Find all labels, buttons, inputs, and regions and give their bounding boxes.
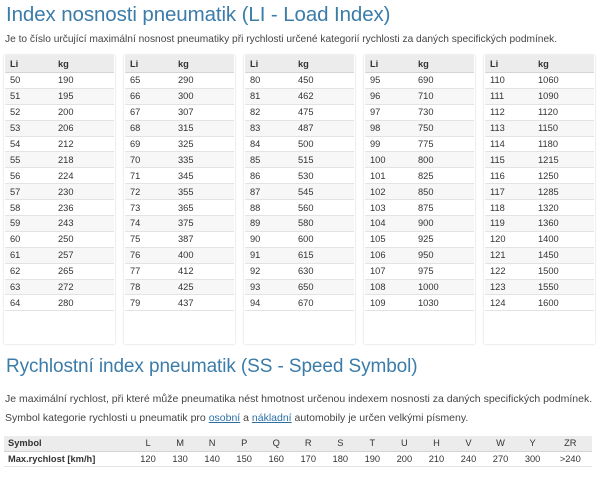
speed-symbol-cell: M [164,436,196,451]
kg-value: 243 [58,216,114,232]
li-value: 110 [485,73,538,89]
load-index-header-row [245,55,354,73]
table-row [365,120,474,136]
li-value: 51 [5,88,58,104]
table-row [125,120,234,136]
li-value: 122 [485,263,538,279]
li-value: 95 [365,73,418,89]
speed-symbol-cell: H [420,436,452,451]
table-row [245,279,354,295]
table-row [245,88,354,104]
kg-value: 200 [58,104,114,120]
li-value: 108 [365,279,418,295]
table-row [485,295,594,311]
kg-value: 580 [298,216,354,232]
table-row [245,247,354,263]
kg-value: 365 [178,200,234,216]
table-row [245,231,354,247]
kg-value: 437 [178,295,234,311]
max-speed-cell: 140 [196,451,228,467]
kg-value: 315 [178,120,234,136]
table-row [485,184,594,200]
table-row [125,88,234,104]
table-row [485,279,594,295]
li-value: 62 [5,263,58,279]
li-value: 109 [365,295,418,311]
table-row [125,168,234,184]
li-value: 73 [125,200,178,216]
li-header: Li [245,55,298,73]
li-value: 79 [125,295,178,311]
kg-header: kg [58,55,114,73]
kg-value: 975 [418,263,474,279]
li-value: 112 [485,104,538,120]
load-index-description: Je to číslo určující maximální nosnost pneumatiky při rychlosti určené kategorií rychlosti za daných specifických podmínek. [5,34,558,45]
table-row [365,279,474,295]
speed-text-after: automobily je určen velkými písmeny. [291,412,469,424]
max-speed-cell: 170 [292,451,324,467]
kg-value: 1450 [538,247,594,263]
table-row [5,152,114,168]
kg-value: 1000 [418,279,474,295]
load-index-title: Index nosnosti pneumatik (LI - Load Index) [6,3,391,26]
table-row [245,200,354,216]
li-value: 105 [365,231,418,247]
kg-value: 1180 [538,136,594,152]
kg-value: 300 [178,88,234,104]
kg-value: 290 [178,73,234,89]
kg-value: 730 [418,104,474,120]
kg-value: 218 [58,152,114,168]
table-row [365,136,474,152]
li-value: 57 [5,184,58,200]
table-row [125,295,234,311]
li-value: 64 [5,295,58,311]
li-value: 76 [125,247,178,263]
li-header: Li [365,55,418,73]
table-row [5,88,114,104]
kg-value: 475 [298,104,354,120]
li-value: 92 [245,263,298,279]
kg-value: 500 [298,136,354,152]
table-row [365,168,474,184]
li-value: 96 [365,88,418,104]
table-row [125,200,234,216]
max-speed-cell: 160 [260,451,292,467]
li-value: 55 [5,152,58,168]
li-value: 115 [485,152,538,168]
li-value: 58 [5,200,58,216]
table-row [365,263,474,279]
speed-symbol-cell: Y [517,436,549,451]
table-row [365,104,474,120]
li-value: 123 [485,279,538,295]
kg-value: 236 [58,200,114,216]
symbol-row-label: Symbol [4,436,132,451]
li-value: 113 [485,120,538,136]
kg-value: 355 [178,184,234,200]
li-value: 56 [5,168,58,184]
speed-symbol-cell: U [388,436,420,451]
li-value: 104 [365,216,418,232]
table-row [245,120,354,136]
table-row [5,73,114,89]
li-value: 98 [365,120,418,136]
speed-symbol-title: Rychlostní index pneumatik (SS - Speed Symbol) [6,356,418,377]
kg-value: 307 [178,104,234,120]
kg-value: 230 [58,184,114,200]
kg-value: 545 [298,184,354,200]
table-row [245,73,354,89]
load-index-table-3 [245,55,354,311]
kg-value: 195 [58,88,114,104]
li-value: 121 [485,247,538,263]
load-index-table-5 [485,55,594,311]
table-row [5,104,114,120]
li-value: 88 [245,200,298,216]
kg-value: 710 [418,88,474,104]
kg-value: 425 [178,279,234,295]
table-row [485,104,594,120]
table-row [245,168,354,184]
speed-symbol-cell: ZR [549,436,592,451]
li-value: 66 [125,88,178,104]
li-value: 90 [245,231,298,247]
speed-symbol-cell: Q [260,436,292,451]
table-row [5,136,114,152]
kg-value: 600 [298,231,354,247]
li-value: 114 [485,136,538,152]
li-value: 118 [485,200,538,216]
table-row [365,88,474,104]
max-speed-cell: 200 [388,451,420,467]
li-value: 54 [5,136,58,152]
kg-value: 450 [298,73,354,89]
kg-value: 345 [178,168,234,184]
speed-symbol-cell: V [452,436,484,451]
table-row [365,231,474,247]
kg-value: 265 [58,263,114,279]
table-row [125,184,234,200]
kg-value: 1320 [538,200,594,216]
li-value: 94 [245,295,298,311]
kg-value: 400 [178,247,234,263]
kg-value: 250 [58,231,114,247]
li-value: 50 [5,73,58,89]
kg-value: 850 [418,184,474,200]
kg-value: 257 [58,247,114,263]
li-value: 107 [365,263,418,279]
table-row [365,200,474,216]
load-index-table-1 [5,55,114,311]
kg-value: 1060 [538,73,594,89]
table-row [245,295,354,311]
kg-value: 1500 [538,263,594,279]
li-value: 60 [5,231,58,247]
li-value: 116 [485,168,538,184]
kg-value: 1090 [538,88,594,104]
table-row [365,216,474,232]
kg-value: 335 [178,152,234,168]
max-speed-cell: 270 [485,451,517,467]
table-row [125,279,234,295]
table-row [125,136,234,152]
link-nakladni[interactable]: nákladní [251,412,292,424]
table-row [5,216,114,232]
max-speed-cell: 300 [517,451,549,467]
kg-value: 1360 [538,216,594,232]
table-row [485,168,594,184]
kg-value: 515 [298,152,354,168]
li-header: Li [485,55,538,73]
table-row [485,136,594,152]
li-value: 72 [125,184,178,200]
kg-value: 325 [178,136,234,152]
table-row [365,295,474,311]
table-row [5,263,114,279]
li-header: Li [5,55,58,73]
table-row [245,263,354,279]
li-value: 59 [5,216,58,232]
li-value: 91 [245,247,298,263]
li-value: 111 [485,88,538,104]
li-value: 99 [365,136,418,152]
li-value: 81 [245,88,298,104]
kg-value: 212 [58,136,114,152]
li-value: 75 [125,231,178,247]
kg-header: kg [538,55,594,73]
kg-value: 560 [298,200,354,216]
kg-value: 1285 [538,184,594,200]
li-value: 77 [125,263,178,279]
li-value: 86 [245,168,298,184]
table-row [5,200,114,216]
speed-symbol-cell: S [324,436,356,451]
load-index-table-2 [125,55,234,311]
speed-values-row [4,451,592,467]
kg-value: 615 [298,247,354,263]
table-row [245,184,354,200]
kg-value: 1600 [538,295,594,311]
table-row [5,231,114,247]
li-value: 119 [485,216,538,232]
table-row [485,247,594,263]
li-value: 101 [365,168,418,184]
li-value: 80 [245,73,298,89]
table-row [485,216,594,232]
kg-value: 1150 [538,120,594,136]
li-value: 68 [125,120,178,136]
table-row [365,73,474,89]
li-value: 74 [125,216,178,232]
kg-value: 190 [58,73,114,89]
max-speed-cell: 180 [324,451,356,467]
li-value: 71 [125,168,178,184]
speed-text-before: Je maximální rychlost, při které může pneumatika nést hmotnost určenou indexem nosnosti za daných specifických podmínek. Symbol kategorie rychlosti u pneumatik pro [5,393,593,424]
table-row [485,152,594,168]
kg-value: 800 [418,152,474,168]
kg-value: 1250 [538,168,594,184]
load-index-table-4 [365,55,474,311]
li-value: 63 [5,279,58,295]
speed-symbol-table [4,436,592,467]
table-row [125,216,234,232]
li-value: 103 [365,200,418,216]
speed-symbol-cell: R [292,436,324,451]
table-row [125,247,234,263]
li-value: 53 [5,120,58,136]
kg-value: 206 [58,120,114,136]
table-row [245,216,354,232]
kg-value: 1400 [538,231,594,247]
max-speed-cell: 240 [452,451,484,467]
load-index-header-row [125,55,234,73]
speed-text-middle: a [240,412,252,424]
li-value: 65 [125,73,178,89]
speed-symbol-header-row [4,436,592,451]
max-speed-cell: 120 [132,451,164,467]
kg-value: 1120 [538,104,594,120]
kg-value: 925 [418,231,474,247]
speed-symbol-cell: W [485,436,517,451]
table-row [125,104,234,120]
kg-value: 375 [178,216,234,232]
link-osobni[interactable]: osobní [208,412,241,424]
table-row [245,136,354,152]
kg-value: 462 [298,88,354,104]
kg-value: 630 [298,263,354,279]
kg-value: 750 [418,120,474,136]
table-row [485,88,594,104]
kg-value: 950 [418,247,474,263]
li-value: 84 [245,136,298,152]
li-value: 124 [485,295,538,311]
kg-value: 412 [178,263,234,279]
li-value: 52 [5,104,58,120]
li-header: Li [125,55,178,73]
table-row [5,120,114,136]
speed-row-label: Max.rychlost [km/h] [4,451,132,467]
table-row [125,231,234,247]
table-row [485,73,594,89]
max-speed-cell: >240 [549,451,592,467]
load-index-header-row [365,55,474,73]
table-row [5,184,114,200]
table-row [125,263,234,279]
table-row [485,120,594,136]
table-row [365,152,474,168]
kg-value: 690 [418,73,474,89]
kg-value: 1550 [538,279,594,295]
load-index-header-row [485,55,594,73]
max-speed-cell: 130 [164,451,196,467]
kg-value: 224 [58,168,114,184]
li-value: 89 [245,216,298,232]
max-speed-cell: 190 [356,451,388,467]
table-row [485,231,594,247]
max-speed-cell: 210 [420,451,452,467]
li-value: 83 [245,120,298,136]
kg-value: 387 [178,231,234,247]
li-value: 69 [125,136,178,152]
kg-value: 272 [58,279,114,295]
kg-value: 875 [418,200,474,216]
speed-symbol-cell: T [356,436,388,451]
kg-value: 650 [298,279,354,295]
li-value: 61 [5,247,58,263]
max-speed-cell: 150 [228,451,260,467]
li-value: 120 [485,231,538,247]
li-value: 106 [365,247,418,263]
kg-value: 775 [418,136,474,152]
load-index-header-row [5,55,114,73]
kg-value: 1215 [538,152,594,168]
li-value: 100 [365,152,418,168]
li-value: 67 [125,104,178,120]
li-value: 93 [245,279,298,295]
table-row [5,295,114,311]
kg-header: kg [418,55,474,73]
speed-symbol-description [5,390,595,428]
kg-value: 487 [298,120,354,136]
kg-value: 825 [418,168,474,184]
table-row [5,168,114,184]
kg-header: kg [298,55,354,73]
table-row [245,104,354,120]
table-row [5,279,114,295]
table-row [5,247,114,263]
table-row [125,152,234,168]
table-row [125,73,234,89]
li-value: 87 [245,184,298,200]
table-row [365,184,474,200]
table-row [485,263,594,279]
speed-symbol-cell: L [132,436,164,451]
table-row [245,152,354,168]
kg-value: 1030 [418,295,474,311]
kg-value: 530 [298,168,354,184]
li-value: 117 [485,184,538,200]
speed-symbol-cell: P [228,436,260,451]
li-value: 85 [245,152,298,168]
kg-value: 280 [58,295,114,311]
kg-value: 900 [418,216,474,232]
speed-symbol-cell: N [196,436,228,451]
kg-header: kg [178,55,234,73]
li-value: 97 [365,104,418,120]
li-value: 82 [245,104,298,120]
table-row [365,247,474,263]
li-value: 70 [125,152,178,168]
table-row [485,200,594,216]
li-value: 102 [365,184,418,200]
kg-value: 670 [298,295,354,311]
li-value: 78 [125,279,178,295]
